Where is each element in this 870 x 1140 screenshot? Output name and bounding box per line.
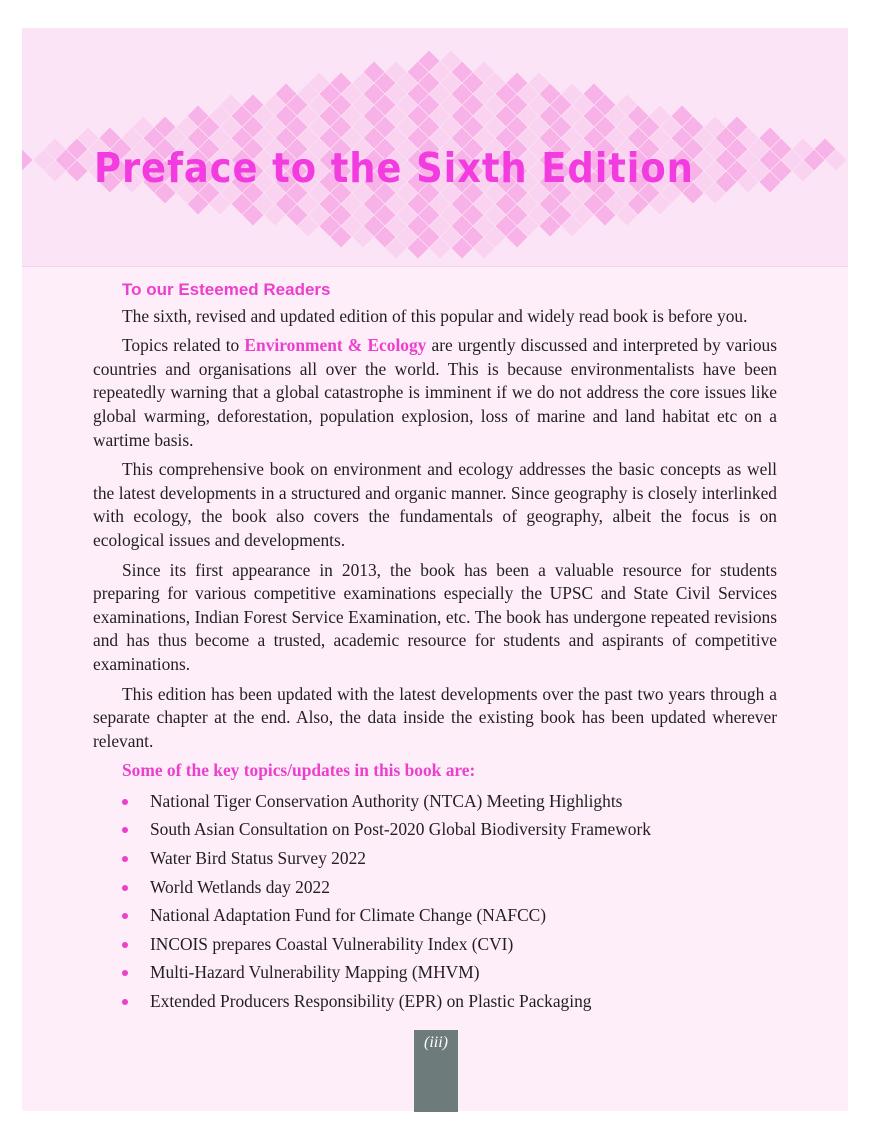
list-item bbox=[93, 958, 777, 987]
bullet-icon bbox=[122, 799, 128, 805]
list-item-text: National Adaptation Fund for Climate Change (NAFCC) bbox=[150, 905, 547, 926]
paragraph: This comprehensive book on environment and ecology addresses the basic concepts as well the latest developments in a structured and organic manner. Since geography is closely interlinked with ecology, the book also covers the fundamentals of geography, albeit the focus is on ecological issues and developments. bbox=[93, 459, 777, 550]
paragraph bbox=[93, 334, 777, 452]
diamond-tile bbox=[848, 150, 849, 171]
list-item bbox=[93, 901, 777, 930]
bullet-icon bbox=[122, 942, 128, 948]
bullet-icon bbox=[122, 885, 128, 891]
page-number-tab bbox=[414, 1030, 458, 1112]
diamond-tile bbox=[22, 150, 33, 171]
paragraph-text: are urgently discussed and interpreted by various countries and organisations all over the world. This is because environmentalists have been repeatedly warning that a global catastrophe is imminent if we do not address the core issues like global warming, deforestation, population explosion, loss of marine and land habitat etc on a wartime basis. bbox=[93, 335, 777, 450]
list-item bbox=[93, 987, 777, 1016]
list-item bbox=[93, 815, 777, 844]
bullet-icon bbox=[122, 856, 128, 862]
header-banner bbox=[22, 28, 848, 267]
list-item-text: South Asian Consultation on Post-2020 Global Biodiversity Framework bbox=[150, 819, 651, 840]
list-item-text: World Wetlands day 2022 bbox=[150, 876, 330, 897]
page-title: Preface to the Sixth Edition bbox=[94, 144, 694, 192]
list-item-text: Multi-Hazard Vulnerability Mapping (MHVM) bbox=[150, 962, 480, 983]
paragraph-text: Topics related to bbox=[122, 335, 245, 356]
page-number: (iii) bbox=[424, 1034, 448, 1051]
page bbox=[22, 28, 848, 1111]
list-item-text: National Tiger Conservation Authority (NTCA) Meeting Highlights bbox=[150, 790, 623, 811]
preface-body bbox=[93, 278, 777, 1016]
key-topics-heading: Some of the key topics/updates in this book are: bbox=[122, 760, 476, 781]
list-item bbox=[93, 930, 777, 959]
list-item bbox=[93, 873, 777, 902]
paragraph: Since its first appearance in 2013, the book has been a valuable resource for students preparing for various competitive examinations especially the UPSC and State Civil Services examinations, Indian Forest Service Examination, etc. The book has undergone repeated revisions and has thus become a trusted, academic resource for students and aspirants of competitive examinations. bbox=[93, 559, 777, 674]
bullet-icon bbox=[122, 827, 128, 833]
list-item-text: INCOIS prepares Coastal Vulnerability Index (CVI) bbox=[150, 933, 514, 954]
list-item bbox=[93, 844, 777, 873]
salutation: To our Esteemed Readers bbox=[122, 280, 331, 299]
bullet-icon bbox=[122, 999, 128, 1005]
paragraph: This edition has been updated with the latest developments over the past two years through a separate chapter at the end. Also, the data inside the existing book has been updated wherever relevant. bbox=[93, 683, 777, 751]
bullet-icon bbox=[122, 970, 128, 976]
list-item-text: Water Bird Status Survey 2022 bbox=[150, 848, 366, 869]
list-item bbox=[93, 787, 777, 816]
highlight-term: Environment & Ecology bbox=[244, 335, 427, 356]
key-topics-list bbox=[93, 787, 777, 1016]
list-item-text: Extended Producers Responsibility (EPR) on Plastic Packaging bbox=[150, 991, 592, 1012]
paragraph: The sixth, revised and updated edition of this popular and widely read book is before you. bbox=[122, 305, 748, 326]
bullet-icon bbox=[122, 913, 128, 919]
